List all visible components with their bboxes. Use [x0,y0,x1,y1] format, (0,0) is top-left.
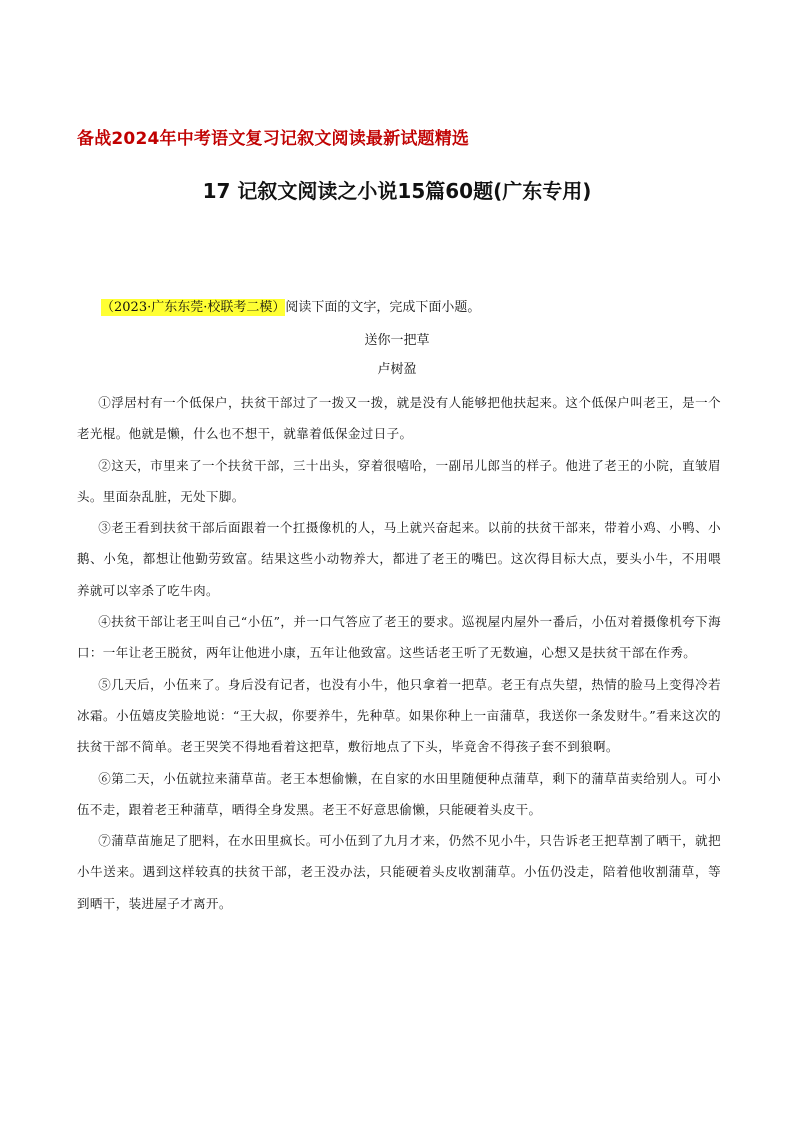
paragraph-3: ③老王看到扶贫干部后面跟着一个扛摄像机的人，马上就兴奋起来。以前的扶贫干部来，带着小鸡、小鸭、小鹅、小兔，都想让他勤劳致富。结果这些小动物养大，都进了老王的嘴巴。这次得目标大点，要头小牛，不用喂养就可以宰杀了吃牛肉。 [77,520,721,598]
story-author: 卢树盈 [377,362,417,377]
paragraph-4: ④扶贫干部让老王叫自己“小伍”，并一口气答应了老王的要求。巡视屋内屋外一番后，小伍对着摄像机夸下海口：一年让老王脱贫，两年让他进小康，五年让他致富。这些话老王听了无数遍，心想又是扶贫干部在作秀。 [77,614,721,661]
series-title: 备战2024年中考语文复习记叙文阅读最新试题精选 [77,129,470,149]
story-title: 送你一把草 [364,333,430,348]
instruction-text: 阅读下面的文字，完成下面小题。 [285,300,481,315]
question-intro [101,296,480,315]
story-body [77,387,721,919]
source-tag: （2023·广东东莞·校联考二模） [101,300,286,315]
document-title: 17 记叙文阅读之小说15篇60题(广东专用) [202,179,592,203]
paragraph-7: ⑦蒲草苗施足了肥料，在水田里疯长。可小伍到了九月才来，仍然不见小牛，只告诉老王把草割了晒干，就把小牛送来。遇到这样较真的扶贫干部，老王没办法，只能硬着头皮收割蒲草。小伍仍没走，陪着他收割蒲草，等到晒干，装进屋子才离开。 [77,833,721,911]
paragraph-1: ①浮居村有一个低保户，扶贫干部过了一拨又一拨，就是没有人能够把他扶起来。这个低保户叫老王，是一个老光棍。他就是懒，什么也不想干，就靠着低保金过日子。 [77,395,721,442]
paragraph-6: ⑥第二天，小伍就拉来蒲草苗。老王本想偷懒，在自家的水田里随便种点蒲草，剩下的蒲草苗卖给别人。可小伍不走，跟着老王种蒲草，晒得全身发黑。老王不好意思偷懒，只能硬着头皮干。 [77,770,721,817]
paragraph-5: ⑤几天后，小伍来了。身后没有记者，也没有小牛，他只拿着一把草。老王有点失望，热情的脸马上变得冷若冰霜。小伍嬉皮笑脸地说：“王大叔，你要养牛，先种草。如果你种上一亩蒲草，我送你一条发财牛。”看来这次的扶贫干部不简单。老王哭笑不得地看着这把草，敷衍地点了下头，毕竟舍不得孩子套不到狼啊。 [77,676,721,755]
paragraph-2: ②这天，市里来了一个扶贫干部，三十出头，穿着很嘻哈，一副吊儿郎当的样子。他进了老王的小院，直皱眉头。里面杂乱脏，无处下脚。 [77,457,721,504]
